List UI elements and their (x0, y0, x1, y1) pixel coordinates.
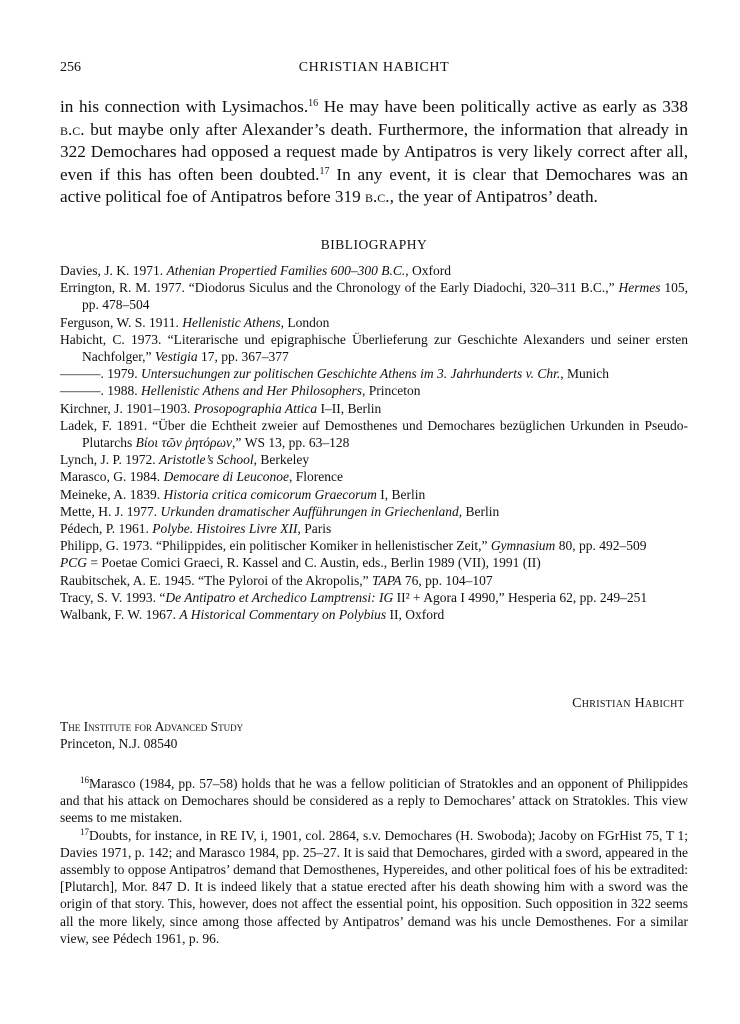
footnote-17: $^{17}$Doubts, for instance, in RE IV, i, 1901, col. 2864, s.v. Demochares (H. Swoboda); Jacoby on FGrHist 75, T 1; Davies 1971, p. 142; and Marasco 1984, pp. 25–27. It is said that Demochares, girded with a sword, appeared in the assembly to oppose Antipatros’ demand that Demosthenes, Hypereides, and other political foes of his be extradited: [Plutarch], Mor. 847 D. It is indeed likely that a statue erected after his death showing him with a sword was the origin of that story. This, however, does not affect the essential point, his opposition. Such opposition in 322 seems all the more likely, since among those affected by Antipatros’ demand was his uncle Demosthenes. For a similar view, see Pédech 1961, p. 96. (60, 826, 688, 946)
bibliography-entry: Raubitschek, A. E. 1945. “The Pyloroi of the Akropolis,” TAPA 76, pp. 104–107 (60, 572, 493, 588)
bibliography-entry: Errington, R. M. 1977. “Diodorus Siculus and the Chronology of the Early Diadochi, 320–311 B.C.,” Hermes 105, pp. 478–504 (60, 280, 689, 313)
bibliography-entry: Philipp, G. 1973. “Philippides, ein politischer Komiker in hellenistischer Zeit,” Gymnasium 80, pp. 492–509 (60, 538, 647, 554)
footnote-16: $^{16}$Marasco (1984, pp. 57–58) holds that he was a fellow politician of Stratokles and an opponent of Philippides and that his attack on Demochares should be considered as a reply to Demochares’ attack on Stratokles. This view seems to me mistaken. (60, 775, 688, 826)
footnote-ref-17[interactable]: 17 (319, 165, 330, 177)
bibliography-entry: Ladek, F. 1891. “Über die Echtheit zweier auf Demosthenes und Demochares bezüglichen Urkunden in Pseudo-Plutarchs Βίοι τῶν ῥητόρων,” WS 13, pp. 63–128 (60, 417, 688, 451)
bibliography-entry: Walbank, F. W. 1967. A Historical Commentary on Polybius II, Oxford (60, 607, 445, 623)
bibliography-list (60, 262, 688, 623)
footnote-ref-16[interactable]: 16 (308, 98, 319, 109)
footnotes (60, 775, 688, 947)
bibliography-entry: Tracy, S. V. 1993. “De Antipatro et Archedico Lamptrensi: IG II² + Agora I 4990,” Hesperia 62, pp. 249–251 (60, 589, 648, 605)
bibliography-entry: Mette, H. J. 1977. Urkunden dramatischer Aufführungen in Griechenland, Berlin (60, 503, 500, 519)
bibliography-entry: Meineke, A. 1839. Historia critica comicorum Graecorum I, Berlin (60, 486, 426, 502)
bibliography-entry: ———. 1979. Untersuchungen zur politischen Geschichte Athens im 3. Jahrhunderts v. Chr., Munich (60, 366, 609, 382)
author-address (60, 718, 243, 752)
bibliography-entry: Ferguson, W. S. 1911. Hellenistic Athens, London (60, 314, 330, 330)
bibliography-entry: Marasco, G. 1984. Democare di Leuconoe, Florence (60, 469, 343, 485)
bibliography-heading: BIBLIOGRAPHY (320, 237, 428, 252)
author-signature: Christian Habicht (572, 696, 684, 711)
body-paragraph: in his connection with Lysimachos.$^{16}$ He may have been politically active as early as 338 b.c. but maybe only after Alexander’s death. Furthermore, the information that already in 322 Demochares had opposed a request made by Antipatros is very likely correct after all, even if this has often been doubted.$^{17}$ In any event, it is clear that Demochares was an active political foe of Antipatros before 319 b.c., the year of Antipatros’ death. (60, 97, 688, 207)
page-number: 256 (60, 60, 81, 75)
institution-city: Princeton, N.J. 08540 (60, 736, 178, 751)
bibliography-entry: ———. 1988. Hellenistic Athens and Her Philosophers, Princeton (60, 383, 421, 399)
institution-name: The Institute for Advanced Study (60, 719, 244, 734)
bibliography-entry: PCG = Poetae Comici Graeci, R. Kassel and C. Austin, eds., Berlin 1989 (VII), 1991 (II) (60, 555, 541, 571)
bibliography-entry: Habicht, C. 1973. “Literarische und epigraphische Überlieferung zur Geschichte Alexanders und seiner ersten Nachfolger,” Vestigia 17, pp. 367–377 (60, 331, 688, 365)
bibliography-entry: Davies, J. K. 1971. Athenian Propertied Families 600–300 B.C., Oxford (60, 263, 451, 278)
running-title: CHRISTIAN HABICHT (298, 60, 450, 75)
bibliography-entry: Pédech, P. 1961. Polybe. Histoires Livre XII, Paris (60, 521, 332, 537)
bibliography-entry: Lynch, J. P. 1972. Aristotle’s School, Berkeley (60, 452, 310, 468)
bibliography-entry: Kirchner, J. 1901–1903. Prosopographia Attica I–II, Berlin (60, 400, 382, 416)
